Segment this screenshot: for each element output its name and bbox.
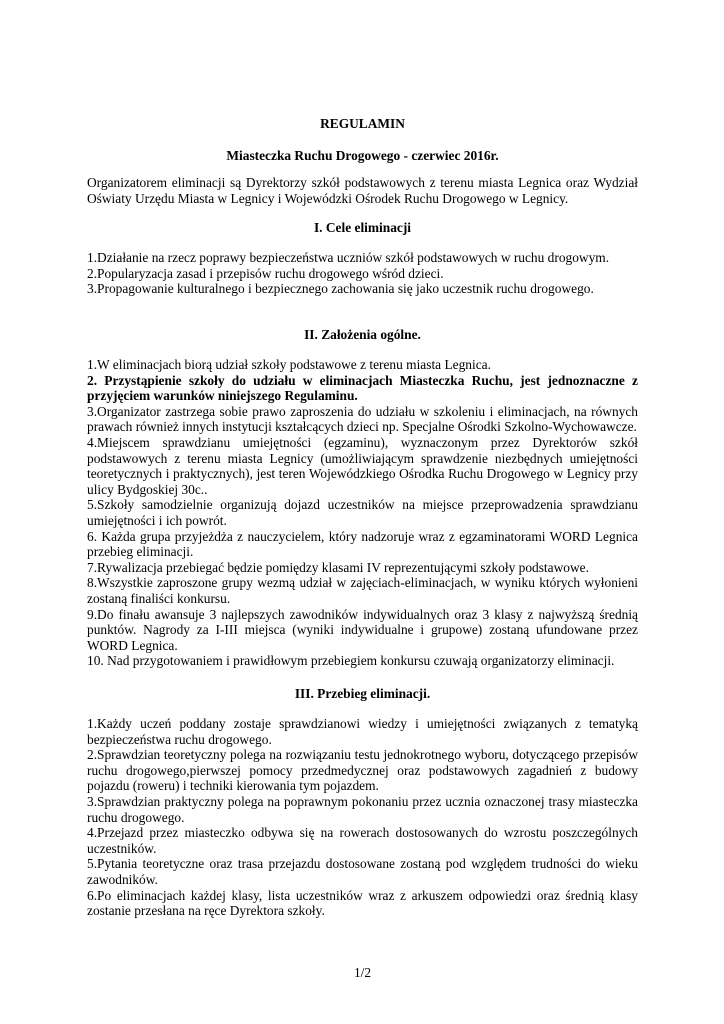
general-item-10: 10. Nad przygotowaniem i prawidłowym przebiegiem konkursu czuwają organizatorzy eliminacji. (87, 653, 615, 669)
general-item-3: 3.Organizator zastrzega sobie prawo zaproszenia do udziału w szkoleniu i eliminacjach, na równych prawach również innych instytucji kształcących dzieci np. Specjalne Ośrodki Szkolno-Wychowawcze. (87, 403, 638, 435)
general-item-4: 4.Miejscem sprawdzianu umiejętności (egzaminu), wyznaczonym przez Dyrektorów szkół podstawowych z terenu miasta Legnicy (umożliwiającym sprawdzenie niezbędnych umiejętności teoretycznych i praktycznych), jest teren Wojewódzkiego Ośrodka Ruchu Drogowego w Legnicy przy ulicy Bydgoskiej 30c.. (87, 434, 638, 497)
procedure-item-6: 6.Po eliminacjach każdej klasy, lista uczestników wraz z arkuszem odpowiedzi oraz średnią klasy zostanie przesłana na ręce Dyrektora szkoły. (87, 887, 638, 919)
section-goals (87, 250, 638, 297)
document-subtitle: Miasteczka Ruchu Drogowego - czerwiec 2016r. (226, 148, 499, 163)
procedure-item-5: 5.Pytania teoretyczne oraz trasa przejazdu dostosowane zostaną pod względem trudności do wieku zawodników. (87, 856, 638, 887)
goals-item-2: 2.Popularyzacja zasad i przepisów ruchu drogowego wśród dzieci. (87, 265, 444, 281)
goals-item-1: 1.Działanie na rzecz poprawy bezpieczeństwa uczniów szkół podstawowych w ruchu drogowym. (87, 250, 610, 265)
page-number: 1/2 (353, 965, 372, 980)
procedure-item-2: 2.Sprawdzian teoretyczny polega na rozwiązaniu testu jednokrotnego wyboru, dotyczącego przepisów ruchu drogowego,pierwszej pomocy przedmedycznej oraz podstawowych zagadnień z budowy pojazdu (roweru) i techniki kierowania tym pojazdem. (87, 747, 638, 794)
intro-paragraph: Organizatorem eliminacji są Dyrektorzy szkół podstawowych z terenu miasta Legnica oraz Wydział Oświaty Urzędu Miasta w Legnicy i Wojewódzki Ośrodek Ruchu Drogowego w Legnicy. (87, 175, 638, 206)
general-item-6: 6. Każda grupa przyjeżdża z nauczycielem, który nadzoruje wraz z egzaminatorami WORD Legnica przebieg eliminacji. (87, 528, 638, 560)
section-heading-procedure: III. Przebieg eliminacji. (294, 686, 431, 701)
document-page (87, 0, 638, 1024)
procedure-item-3: 3.Sprawdzian praktyczny polega na poprawnym pokonaniu przez ucznia oznaczonej trasy miasteczka ruchu drogowego. (87, 793, 638, 825)
section-heading-general: II. Założenia ogólne. (304, 327, 421, 342)
general-item-2: 2. Przystąpienie szkoły do udziału w eliminacjach Miasteczka Ruchu, jest jednoznaczne z przyjęciem warunków niniejszego Regulaminu. (87, 372, 638, 404)
general-item-7: 7.Rywalizacja przebiegać będzie pomiędzy klasami IV reprezentującymi szkoły podstawowe. (87, 559, 589, 575)
general-item-9: 9.Do finału awansuje 3 najlepszych zawodników indywidualnych oraz 3 klasy z najwyższą średnią punktów. Nagrody za I-III miejsca (wyniki indywidualne i grupowe) zostaną ufundowane przez WORD Legnica. (87, 606, 638, 653)
section-heading-goals: I. Cele eliminacji (313, 220, 412, 235)
procedure-item-4: 4.Przejazd przez miasteczko odbywa się na rowerach dostosowanych do wzrostu poszczególnych uczestników. (87, 825, 638, 856)
general-item-1: 1.W eliminacjach biorą udział szkoły podstawowe z terenu miasta Legnica. (87, 357, 491, 372)
general-item-8: 8.Wszystkie zaproszone grupy wezmą udział w zajęciach-eliminacjach, w wyniku których wyłonieni zostaną finaliści konkursu. (87, 575, 638, 606)
document-title: REGULAMIN (320, 116, 405, 131)
section-procedure (87, 716, 638, 919)
section-general (87, 357, 638, 669)
goals-item-3: 3.Propagowanie kulturalnego i bezpiecznego zachowania się jako uczestnik ruchu drogowego. (87, 281, 594, 297)
procedure-item-1: 1.Każdy uczeń poddany zostaje sprawdzianowi wiedzy i umiejętności związanych z tematyką bezpieczeństwa ruchu drogowego. (87, 716, 638, 747)
general-item-5: 5.Szkoły samodzielnie organizują dojazd uczestników na miejsce przeprowadzenia sprawdzianu umiejętności i ich powrót. (87, 497, 638, 528)
